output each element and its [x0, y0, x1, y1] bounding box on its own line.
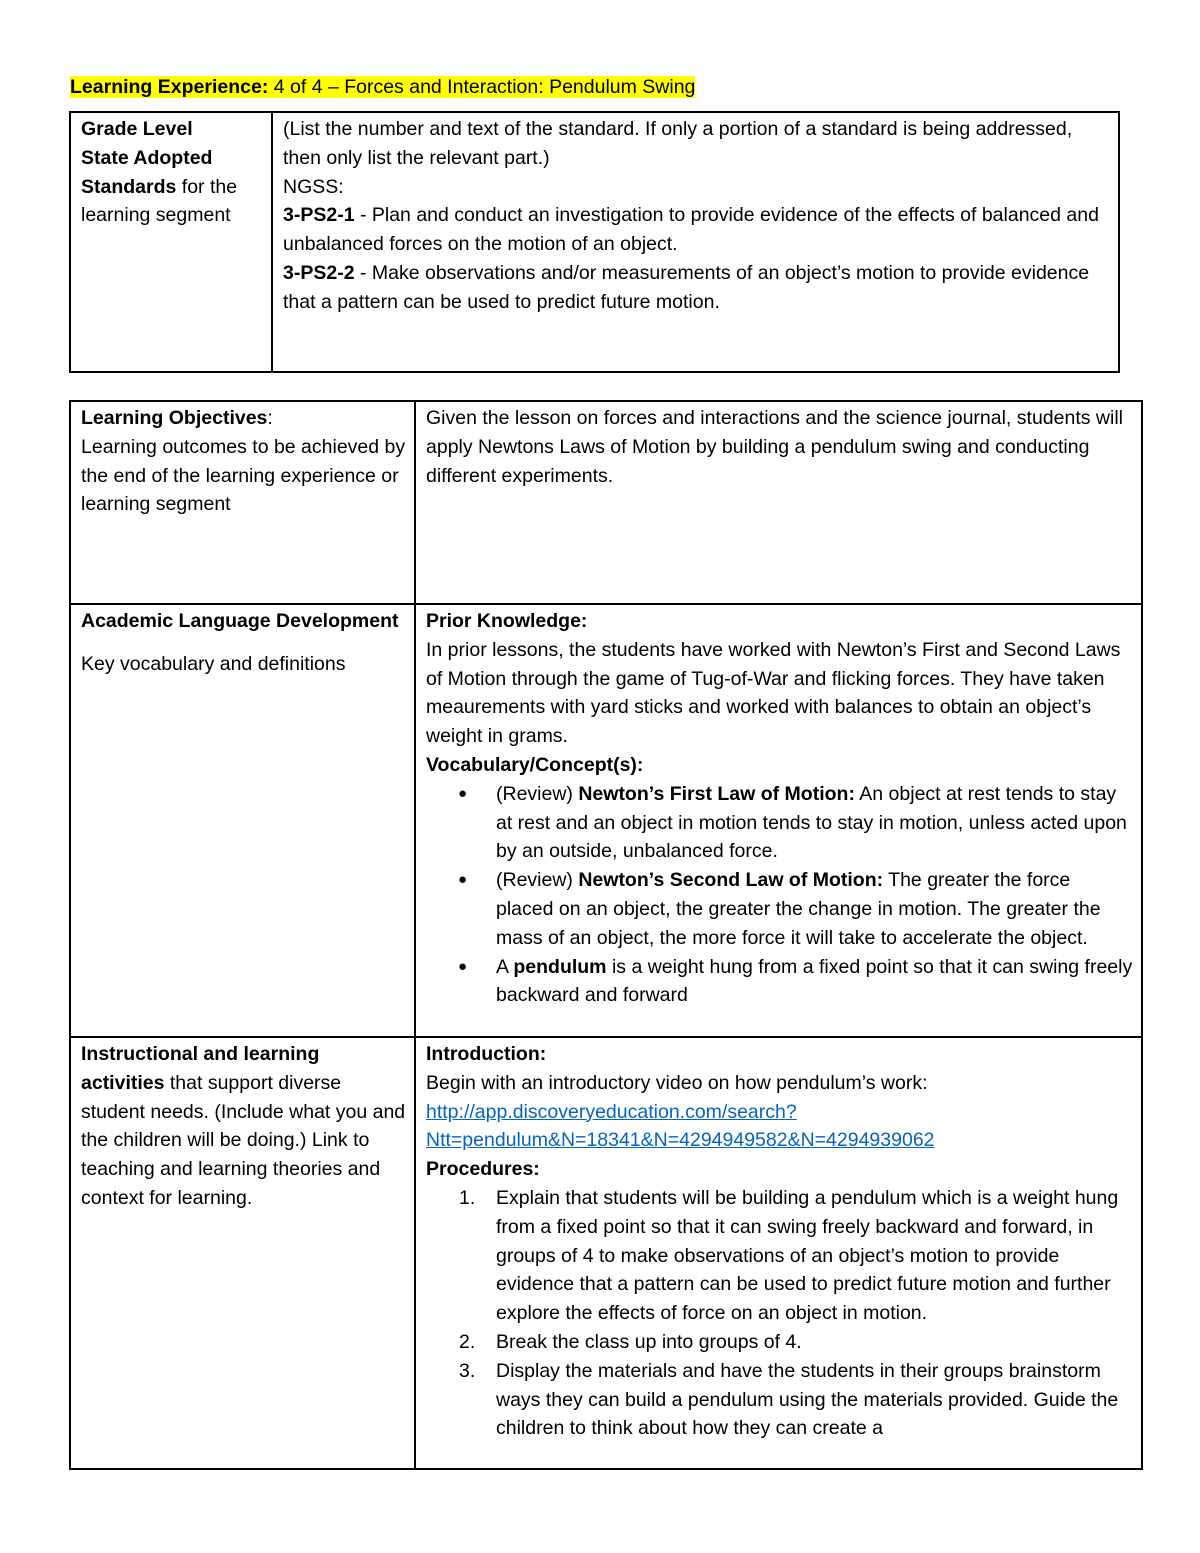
standards-instructions: (List the number and text of the standard. If only a portion of a standard is being addressed, then only list the relevant part.) — [283, 118, 1073, 169]
vocabulary-item: ● A pendulum is a weight hung from a fixed point so that it can swing freely backward and forward — [496, 953, 1133, 1011]
procedure-step: 2. Break the class up into groups of 4. — [496, 1328, 1133, 1357]
vocabulary-term: Newton’s Second Law of Motion: — [578, 869, 884, 892]
instruction-description: that support diverse student needs. (Include what you and the children will be doing.) Link to teaching and learning theories and context for learning. — [81, 1071, 406, 1209]
objectives-colon: : — [267, 407, 273, 429]
grade-level-label: Grade Level — [81, 118, 193, 140]
instruction-label-cell — [70, 1037, 415, 1469]
introduction-title: Introduction: — [426, 1043, 547, 1065]
state-adopted-label: State Adopted — [81, 146, 213, 169]
document-heading — [70, 73, 695, 101]
heading-text: 4 of 4 – Forces and Interaction: Pendulum Swing — [268, 76, 696, 98]
prior-knowledge-text: In prior lessons, the students have worked with Newton’s First and Second Laws of Motion through the game of Tug-of-War and flicking forces. They have taken meaurements with yard sticks and worked with balances to obtain an object’s weight in grams. — [426, 638, 1121, 748]
objectives-label-cell — [70, 401, 415, 604]
objectives-row — [70, 401, 1142, 604]
academic-title: Academic Language Development — [81, 610, 399, 632]
standard-text: - Plan and conduct an investigation to provide evidence of the effects of balanced and unbalanced forces on the motion of an object. — [283, 204, 1099, 256]
procedures-list — [426, 1184, 1133, 1443]
academic-label-cell — [70, 604, 415, 1037]
standards-label-cell — [70, 112, 272, 372]
video-link[interactable]: http://app.discoveryeducation.com/search? Ntt=pendulum&N=18341&N=4294949582&N=4294939062 — [426, 1100, 935, 1152]
lesson-plan-table — [69, 400, 1143, 1470]
procedure-step: 1. Explain that students will be building a pendulum which is a weight hung from a fixed point so that it can swing freely backward and forward, in groups of 4 to make observations of an object’s motion to provide evidence that a pattern can be used to predict future motion and further explore the effects of force on an object in motion. — [496, 1184, 1133, 1328]
standard-text: - Make observations and/or measurements of an object’s motion to provide evidence that a pattern can be used to predict future motion. — [283, 261, 1090, 313]
procedure-step: 3. Display the materials and have the students in their groups brainstorm ways they can build a pendulum using the materials provided. Guide the children to think about how they can create a — [496, 1357, 1133, 1443]
vocabulary-item: ● (Review) Newton’s Second Law of Motion: The greater the force placed on an object, the greater the change in motion. The greater the mass of an object, the more force it will take to accelerate the object. — [496, 866, 1133, 952]
step-number: 1. — [459, 1186, 476, 1209]
vocabulary-title: Vocabulary/Concept(s): — [426, 753, 644, 776]
instruction-content-cell — [415, 1037, 1142, 1469]
objectives-description: Learning outcomes to be achieved by the end of the learning experience or learning segment — [81, 435, 406, 516]
objectives-content-cell — [415, 401, 1142, 604]
vocabulary-term: Newton’s First Law of Motion: — [578, 782, 855, 805]
standards-content-cell — [272, 112, 1119, 372]
objectives-text: Given the lesson on forces and interactions and the science journal, students will apply Newtons Laws of Motion by building a pendulum swing and conducting different experiments. — [426, 407, 1123, 487]
procedures-title: Procedures: — [426, 1158, 540, 1181]
standards-table — [69, 111, 1120, 373]
heading-label: Learning Experience: — [70, 76, 269, 98]
step-number: 2. — [459, 1330, 476, 1353]
standard-item — [283, 201, 1110, 259]
vocabulary-item: ● (Review) Newton’s First Law of Motion: An object at rest tends to stay at rest and an object in motion tends to stay in motion, unless acted upon by an outside, unbalanced force. — [496, 780, 1133, 866]
academic-language-row — [70, 604, 1142, 1037]
introduction-text: Begin with an introductory video on how pendulum’s work: — [426, 1071, 928, 1094]
ngss-label: NGSS: — [283, 175, 344, 198]
prior-knowledge-title: Prior Knowledge: — [426, 610, 588, 632]
standard-item — [283, 259, 1110, 317]
academic-description: Key vocabulary and definitions — [81, 652, 346, 675]
objectives-title: Learning Objectives — [81, 407, 268, 429]
academic-content-cell — [415, 604, 1142, 1037]
standards-label-rest: for the learning segment — [81, 175, 238, 227]
standard-code: 3-PS2-1 — [283, 204, 355, 227]
standard-code: 3-PS2-2 — [283, 261, 355, 284]
vocabulary-term: pendulum — [513, 955, 607, 978]
standards-label: Standards — [81, 175, 177, 198]
step-number: 3. — [459, 1359, 476, 1382]
instruction-row — [70, 1037, 1142, 1469]
vocabulary-list — [426, 780, 1133, 1010]
instruction-title: Instructional and learning activities — [81, 1043, 320, 1094]
